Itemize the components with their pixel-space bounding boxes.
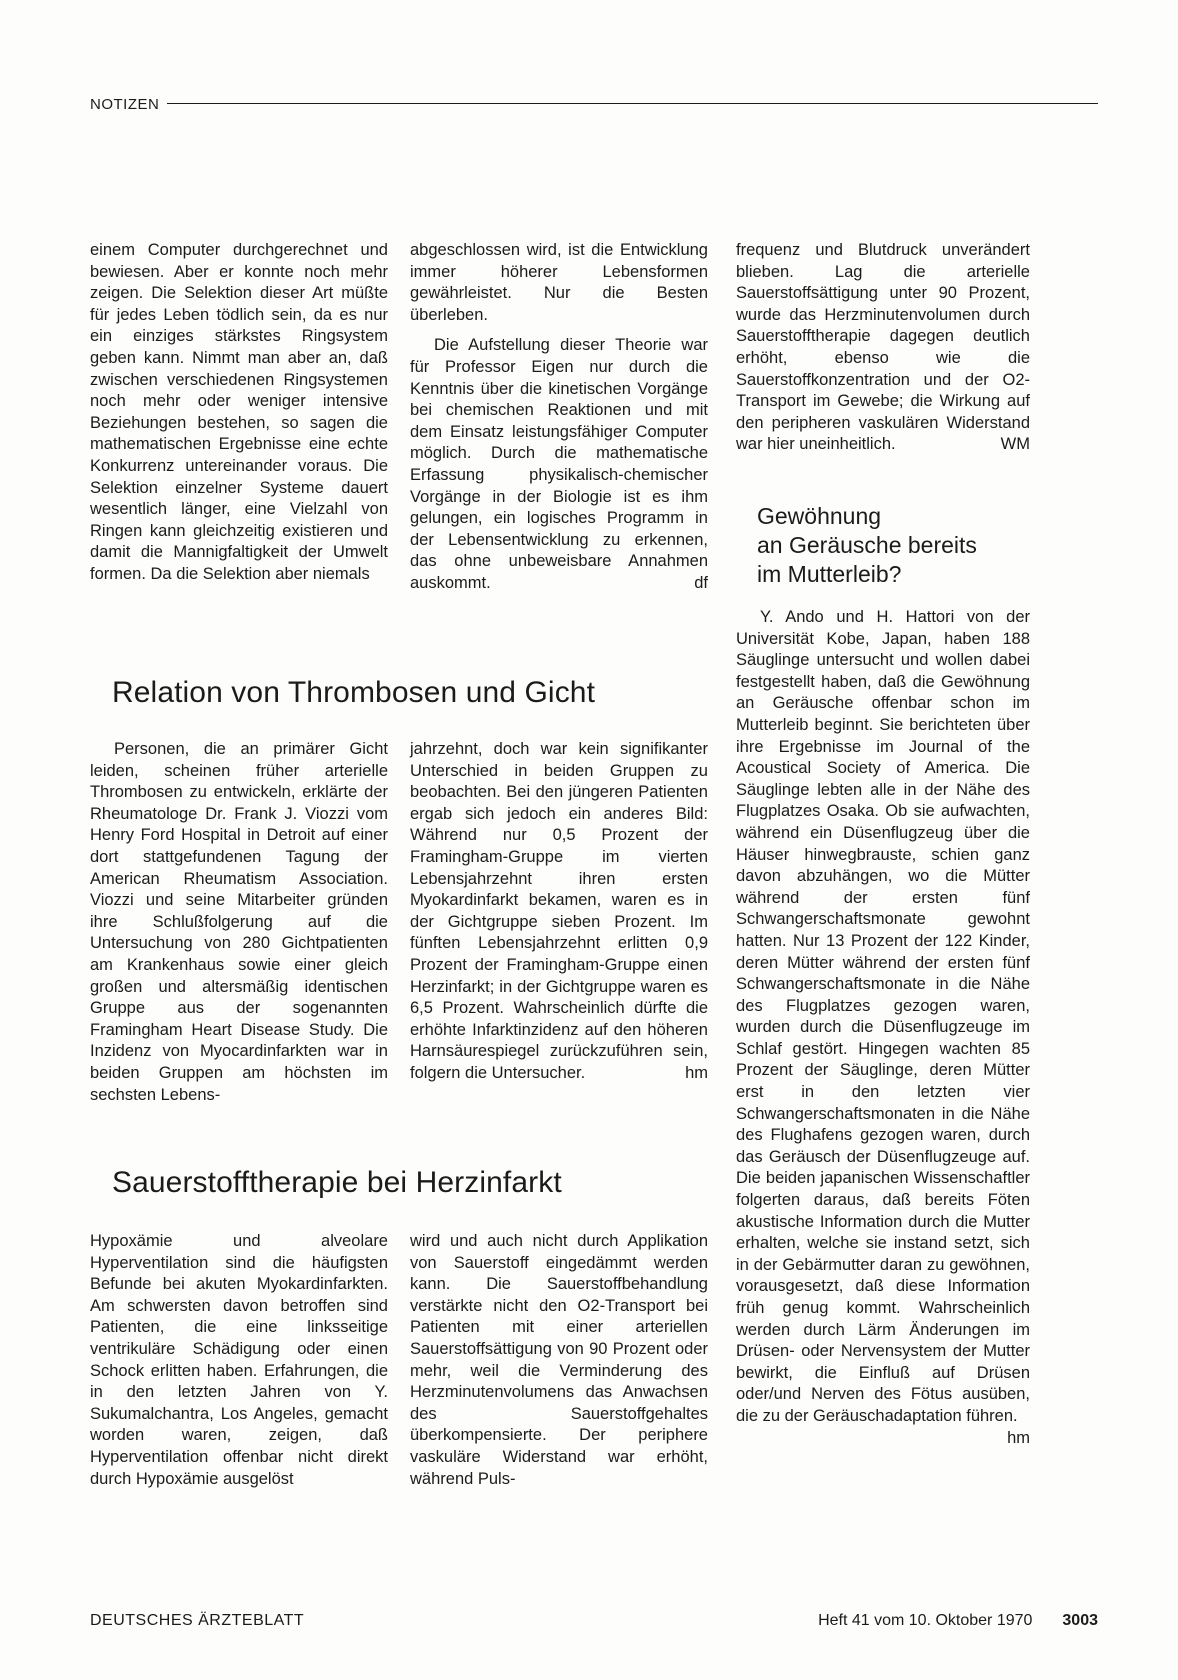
top-article-column-1	[90, 240, 388, 586]
page-number: 3003	[1062, 1612, 1098, 1629]
headline-sauerstofftherapie: Sauerstofftherapie bei Herzinfarkt	[112, 1166, 562, 1199]
top-article-col1-text: einem Computer durchgerechnet und bewiesen. Aber er konnte noch mehr zeigen. Die Selektion dieser Art müßte für jedes Leben tödlich sein, da es nur ein einziges stärkstes Ringsystem geben kann. Nimmt man aber an, daß zwischen verschiedenen Ringsystemen noch mehr oder weniger intensive Beziehungen bestehen, so sagen die mathematischen Ergebnisse eine echte Konkurrenz untereinander voraus. Die Selektion einzelner Systeme dauert wesentlich länger, eine Vielzahl von Ringen kann gleichzeitig existieren und damit die Mannigfaltigkeit der Umwelt formen. Da die Selektion aber niemals	[90, 241, 388, 583]
top-article-col2-paragraph-1: abgeschlossen wird, ist die Entwicklung immer höherer Lebensformen gewährleistet. Nur die Besten überleben.	[410, 241, 708, 324]
gicht-col1-text: Personen, die an primärer Gicht leiden, scheinen früher arterielle Thrombosen zu entwickeln, erklärte der Rheumatologe Dr. Frank J. Viozzi vom Henry Ford Hospital in Detroit auf einer dort stattgefundenen Tagung der American Rheumatism Association. Viozzi und seine Mitarbeiter gründen ihre Schlußfolgerung auf die Untersuchung von 280 Gichtpatienten am Krankenhaus sowie einer gleich großen und altersmäßig identischen Gruppe aus der sogenannten Framingham Heart Disease Study. Die Inzidenz von Myocardinfarkten war in beiden Gruppen am höchsten im sechsten Lebens-	[90, 740, 388, 1104]
top-article-col2-paragraph-2	[410, 335, 708, 594]
headline-gewoehnung-line-3: im Mutterleib?	[757, 561, 902, 587]
gewoehnung-paragraph	[736, 607, 1030, 1447]
sauerstoff-col3-paragraph	[736, 240, 1030, 456]
issue-info: Heft 41 vom 10. Oktober 1970	[818, 1612, 1033, 1629]
page-header	[90, 96, 1098, 113]
top-article-column-2	[410, 240, 708, 595]
gewoehnung-article-body	[736, 607, 1030, 1449]
sauerstoff-article-column-3	[736, 240, 1030, 456]
sauerstoff-author: WM	[1000, 435, 1030, 454]
headline-thrombosen-gicht: Relation von Thrombosen und Gicht	[112, 676, 596, 709]
sauerstoff-article-column-1	[90, 1231, 388, 1490]
headline-gewoehnung-line-1: Gewöhnung	[757, 503, 882, 529]
gewoehnung-author: hm	[1007, 1428, 1030, 1447]
gewoehnung-text: Y. Ando und H. Hattori von der Universität Kobe, Japan, haben 188 Säuglinge untersucht und wollen dabei festgestellt haben, daß die Gewöhnung an Geräusche offenbar schon im Mutterleib beginnt. Sie berichteten über ihre Ergebnisse im Journal of the Acoustical Society of America. Die Säuglinge lebten alle in der Nähe des Flugplatzes Osaka. Ob sie aufwachten, während ein Düsenflugzeug über die Häuser hinwegbrauste, schien ganz davon abzuhängen, wo die Mütter während der ersten fünf Schwangerschaftsmonate gewohnt hatten. Nur 13 Prozent der 122 Kinder, deren Mütter während der ersten fünf Schwangerschaftsmonate in die Nähe des Flugplatzes gezogen waren, wurden durch die Düsenflugzeuge im Schlaf gestört. Hingegen wachten 85 Prozent der Säuglinge, deren Mütter erst in den letzten vier Schwangerschaftsmonaten in die Nähe des Flughafens gezogen waren, durch das Geräusch der Düsenflugzeuge auf. Die beiden japanischen Wissenschaftler folgerten daraus, daß bereits Föten akustische Information durch die Mutter erhalten, welche sie instand setzt, sich in der Gebärmutter daran zu gewöhnen, vorausgesetzt, daß diese Information früh genug kommt. Wahrscheinlich werden durch Lärm Änderungen im Drüsen- oder Nervensystem der Mutter bewirkt, die Einfluß auf Drüsen oder/und Nerven des Fötus ausüben, die zu der Geräuschadaptation führen.	[736, 608, 1030, 1425]
sauerstoff-col3-text: frequenz und Blutdruck unverändert blieben. Lag die arterielle Sauerstoffsättigung unter 90 Prozent, wurde das Herzminutenvolumen durch Sauerstofftherapie dagegen deutlich erhöht, ebenso wie die Sauerstoffkonzentration und der O2-Transport im Gewebe; die Wirkung auf den peripheren vaskulären Widerstand war hier uneinheitlich.	[736, 241, 1030, 454]
headline-gewoehnung-line-2: an Geräusche bereits	[757, 532, 977, 558]
gicht-article-column-2	[410, 739, 708, 1085]
header-rule	[167, 103, 1098, 104]
sauerstoff-col1-text: Hypoxämie und alveolare Hyperventilation sind die häufigsten Befunde bei akuten Myokardinfarkten. Am schwersten davon betroffen sind Patienten, die eine linksseitige ventrikuläre Schädigung oder einen Schock erlitten haben. Erfahrungen, die in den letzten Jahren von Y. Sukumalchantra, Los Angeles, gemacht worden waren, zeigen, daß Hyperventilation offenbar nicht direkt durch Hypoxämie ausgelöst	[90, 1232, 388, 1488]
page-footer	[90, 1612, 1098, 1630]
top-article-author: df	[694, 573, 708, 592]
sauerstoff-col2-text: wird und auch nicht durch Applikation von Sauerstoff eingedämmt werden kann. Die Sauerstoffbehandlung verstärkte nicht den O2-Transport bei Patienten mit einer arteriellen Sauerstoffsättigung von 90 Prozent oder mehr, weil die Verminderung des Herzminutenvolumens das Anwachsen des Sauerstoffgehaltes überkompensierte. Der periphere vaskuläre Widerstand war erhöht, während Puls-	[410, 1232, 708, 1488]
headline-gewoehnung	[757, 502, 977, 589]
gicht-col2-paragraph	[410, 739, 708, 1085]
gicht-col2-text: jahrzehnt, doch war kein signifikanter Unterschied in beiden Gruppen zu beobachten. Bei den jüngeren Patienten ergab sich jedoch ein anderes Bild: Während nur 0,5 Prozent der Framingham-Gruppe im vierten Lebensjahrzehnt ihren ersten Myokardinfarkt bekamen, waren es in der Gichtgruppe sieben Prozent. Im fünften Lebensjahrzehnt erlitten 0,9 Prozent der Framingham-Gruppe einen Herzinfarkt; in der Gichtgruppe waren es 6,5 Prozent. Wahrscheinlich dürfte die erhöhte Infarktinzidenz auf den höheren Harnsäurespiegel zurückzuführen sein, folgern die Untersucher.	[410, 740, 708, 1082]
sauerstoff-article-column-2	[410, 1231, 708, 1490]
gicht-article-column-1	[90, 739, 388, 1106]
top-article-col2-text: Die Aufstellung dieser Theorie war für Professor Eigen nur durch die Kenntnis über die kinetischen Vorgänge bei chemischen Reaktionen und mit dem Einsatz leistungsfähiger Computer möglich. Durch die mathematische Erfassung physikalisch-chemischer Vorgänge in der Biologie ist es ihm gelungen, ein logisches Programm in der Lebensentwicklung zu erkennen, das ohne unbeweisbare Annahmen auskommt.	[410, 336, 708, 592]
section-label: NOTIZEN	[90, 96, 160, 113]
journal-name: DEUTSCHES ÄRZTEBLATT	[90, 1612, 305, 1629]
gicht-author: hm	[685, 1063, 708, 1082]
